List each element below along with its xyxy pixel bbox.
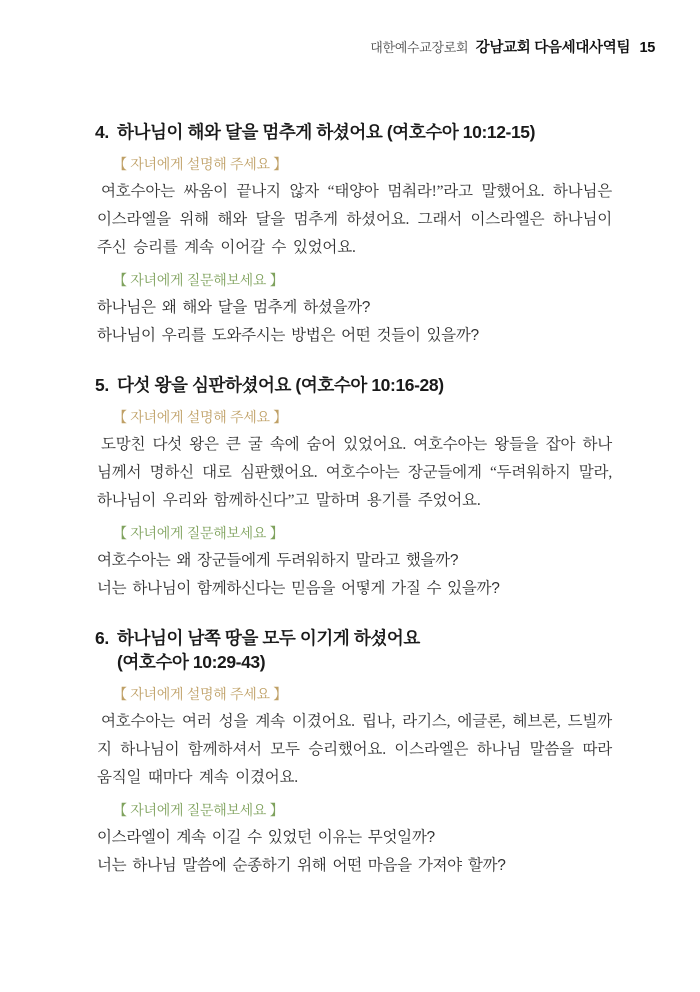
section-title-text <box>117 626 420 674</box>
question-label: 【 자녀에게 질문해보세요 】 <box>113 525 284 541</box>
question-line: 이스라엘이 계속 이길 수 있었던 이유는 무엇일까? <box>97 829 435 846</box>
section-title <box>95 120 612 144</box>
section-title-text <box>117 120 535 144</box>
section-title-line1: 하나님이 남쪽 땅을 모두 이기게 하셨어요 <box>117 628 420 648</box>
page-header <box>95 36 655 56</box>
section-title <box>95 626 612 674</box>
question-label: 【 자녀에게 질문해보세요 】 <box>113 802 284 818</box>
question-line: 하나님은 왜 해와 달을 멈추게 하셨을까? <box>97 299 371 316</box>
question-block <box>97 824 612 880</box>
question-block <box>97 547 612 603</box>
section-title-line2: (여호수아 10:29-43) <box>117 652 266 672</box>
section-title <box>95 373 612 397</box>
section-title-line1: 다섯 왕을 심판하셨어요 (여호수아 10:16-28) <box>117 375 444 395</box>
explain-label: 【 자녀에게 설명해 주세요 】 <box>113 686 287 702</box>
page-content <box>95 120 612 880</box>
section-title-text <box>117 373 444 397</box>
section-5 <box>95 373 612 603</box>
section-4 <box>95 120 612 350</box>
section-number: 5. <box>95 375 109 395</box>
header-page-number: 15 <box>639 40 655 56</box>
question-line: 너는 하나님이 함께하신다는 믿음을 어떻게 가질 수 있을까? <box>97 580 500 597</box>
section-6 <box>95 626 612 880</box>
section-number: 6. <box>95 628 109 648</box>
header-team-label: 강남교회 다음세대사역팀 <box>475 40 631 56</box>
section-number: 4. <box>95 122 109 142</box>
question-line: 여호수아는 왜 장군들에게 두려워하지 말라고 했을까? <box>97 552 459 569</box>
question-line: 하나님이 우리를 도와주시는 방법은 어떤 것들이 있을까? <box>97 327 479 344</box>
question-label: 【 자녀에게 질문해보세요 】 <box>113 272 284 288</box>
question-line: 너는 하나님 말씀에 순종하기 위해 어떤 마음을 가져야 할까? <box>97 857 506 874</box>
question-block <box>97 294 612 350</box>
section-title-line1: 하나님이 해와 달을 멈추게 하셨어요 (여호수아 10:12-15) <box>117 122 536 142</box>
explain-text: 도망친 다섯 왕은 큰 굴 속에 숨어 있었어요. 여호수아는 왕들을 잡아 하나님께서 명하신 대로 심판했어요. 여호수아는 장군들에게 “두려워하지 말라, 하나님이 우리와 함께하신다”고 말하며 용기를 주었어요. <box>97 436 612 509</box>
header-org-label: 대한예수교장로회 <box>370 40 469 55</box>
explain-text: 여호수아는 여러 성을 계속 이겼어요. 립나, 라기스, 에글론, 헤브론, 드빌까지 하나님이 함께하셔서 모두 승리했어요. 이스라엘은 하나님 말씀을 따라 움직일 때마다 계속 이겼어요. <box>97 713 612 786</box>
explain-label: 【 자녀에게 설명해 주세요 】 <box>113 409 287 425</box>
explain-label: 【 자녀에게 설명해 주세요 】 <box>113 156 287 172</box>
explain-text: 여호수아는 싸움이 끝나지 않자 “태양아 멈춰라!”라고 말했어요. 하나님은 이스라엘을 위해 해와 달을 멈추게 하셨어요. 그래서 이스라엘은 하나님이 주신 승리를 계속 이어갈 수 있었어요. <box>97 183 612 256</box>
